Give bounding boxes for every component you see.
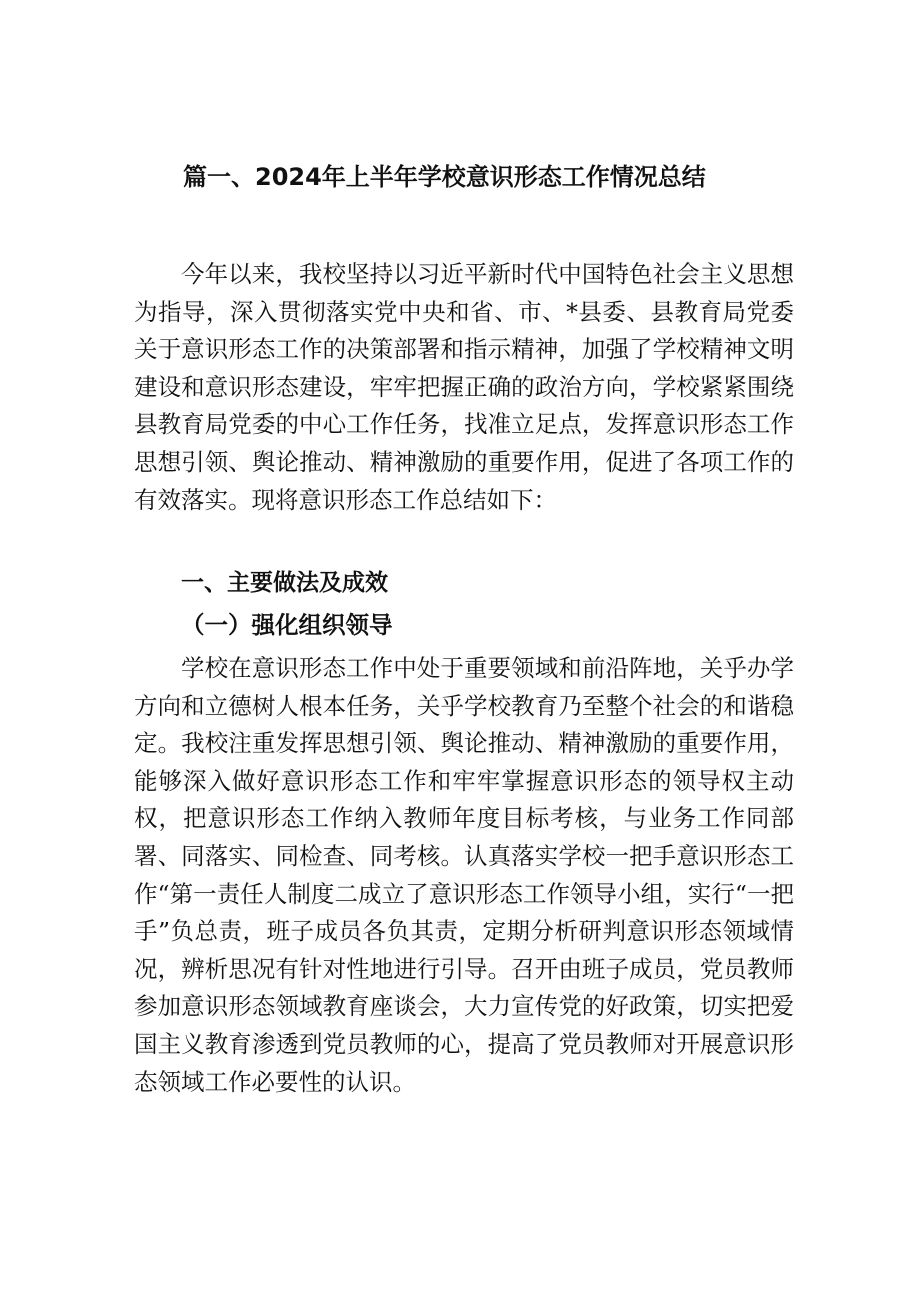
body-paragraph: 学校在意识形态工作中处于重要领域和前沿阵地，关乎办学方向和立德树人根本任务，关乎学校教育乃至整个社会的和谐稳定。我校注重发挥思想引领、舆论推动、精神激励的重要作用，能够深入做好意识形态工作和牢牢掌握意识形态的领导权主动权，把意识形态工作纳入教师年度目标考核，与业务工作同部署、同落实、同检查、同考核。认真落实学校一把手意识形态工作“第一责任人制度二成立了意识形态工作领导小组，实行“一把手”负总责，班子成员各负其责，定期分析研判意识形态领域情况，辨析思况有针对性地进行引导。召开由班子成员，党员教师参加意识形态领域教育座谈会，大力宣传党的好政策，切实把爱国主义教育渗透到党员教师的心，提高了党员教师对开展意识形态领域工作必要性的认识。 xyxy=(134,654,794,1096)
intro-paragraph: 今年以来，我校坚持以习近平新时代中国特色社会主义思想为指导，深入贯彻落实党中央和省、市、*县委、县教育局党委关于意识形态工作的决策部署和指示精神，加强了学校精神文明建设和意识形态建设，牢牢把握正确的政治方向，学校紧紧围绕县教育局党委的中心工作任务，找准立足点，发挥意识形态工作思想引领、舆论推动、精神激励的重要作用，促进了各项工作的有效落实。现将意识形态工作总结如下： xyxy=(134,260,794,514)
section-heading: 一、主要做法及成效 xyxy=(181,570,388,596)
document-title: 篇一、2024年上半年学校意识形态工作情况总结 xyxy=(183,163,706,191)
subsection-heading: （一）强化组织领导 xyxy=(181,611,393,639)
